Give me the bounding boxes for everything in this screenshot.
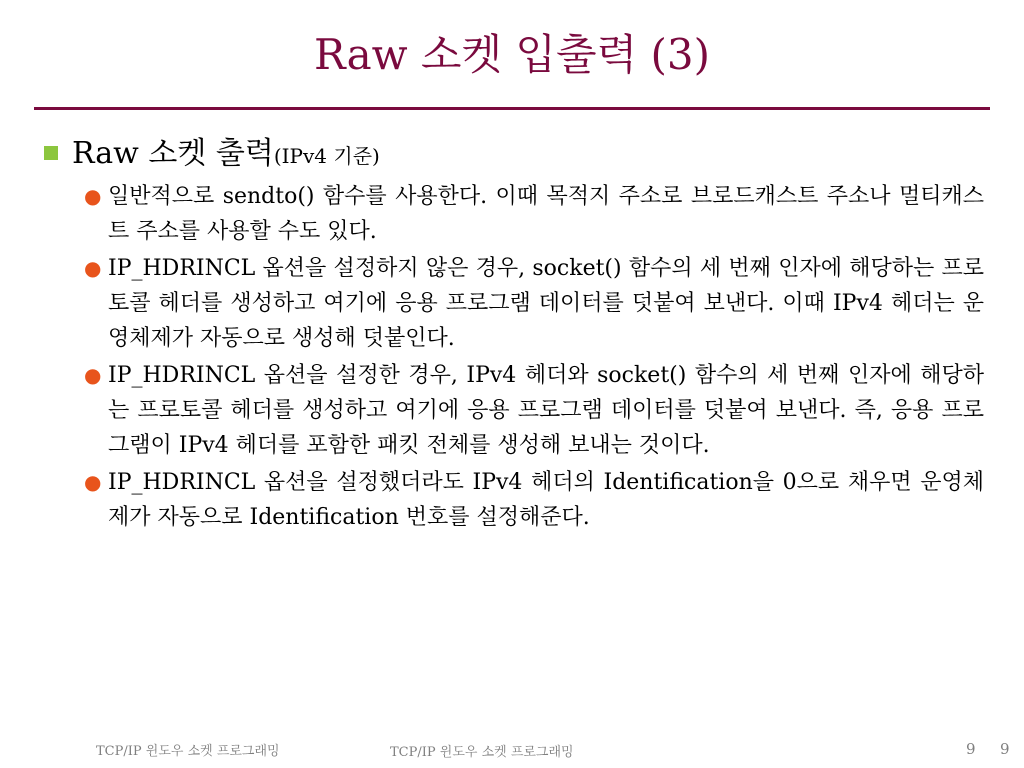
footer-left-text: TCP/IP 윈도우 소켓 프로그래밍: [96, 744, 280, 759]
title-divider: [34, 107, 990, 110]
section-heading: [72, 134, 380, 173]
bullet-list: [44, 179, 984, 535]
round-bullet-icon: ●: [84, 470, 102, 494]
section-heading-row: [44, 134, 984, 173]
bullet-item: [84, 358, 984, 463]
slide-content: [44, 134, 984, 537]
page-number: 9: [966, 740, 976, 758]
bullet-item: [84, 179, 984, 249]
section-heading-text: Raw 소켓 출력: [72, 136, 274, 171]
bullet-item: [84, 251, 984, 356]
bullet-text: 일반적으로 sendto() 함수를 사용한다. 이때 목적지 주소로 브로드캐스트 주소나 멀티캐스트 주소를 사용할 수도 있다.: [108, 184, 984, 244]
page-number-secondary: 9: [1000, 740, 1010, 758]
footer-center-text: TCP/IP 윈도우 소켓 프로그래밍: [390, 745, 574, 760]
bullet-text: IP_HDRINCL 옵션을 설정한 경우, IPv4 헤더와 socket() 함수의 세 번째 인자에 해당하는 프로토콜 헤더를 생성하고 여기에 응용 프로그램 데이터를 덧붙여 보낸다. 즉, 응용 프로그램이 IPv4 헤더를 포함한 패킷 전체를 생성해 보내는 것이다.: [108, 363, 984, 458]
bullet-text: IP_HDRINCL 옵션을 설정하지 않은 경우, socket() 함수의 세 번째 인자에 해당하는 프로토콜 헤더를 생성하고 여기에 응용 프로그램 데이터를 덧붙여 보낸다. 이때 IPv4 헤더는 운영체제가 자동으로 생성해 덧붙인다.: [108, 256, 984, 351]
slide-title: Raw 소켓 입출력 (3): [314, 30, 710, 79]
round-bullet-icon: ●: [84, 184, 102, 208]
section-heading-sub: (IPv4 기준): [273, 144, 380, 168]
bullet-item: [84, 465, 984, 535]
round-bullet-icon: ●: [84, 256, 102, 280]
round-bullet-icon: ●: [84, 363, 102, 387]
bullet-text: IP_HDRINCL 옵션을 설정했더라도 IPv4 헤더의 Identification을 0으로 채우면 운영체제가 자동으로 Identification 번호를 설정해준다.: [108, 470, 984, 530]
square-bullet-icon: [44, 146, 58, 160]
